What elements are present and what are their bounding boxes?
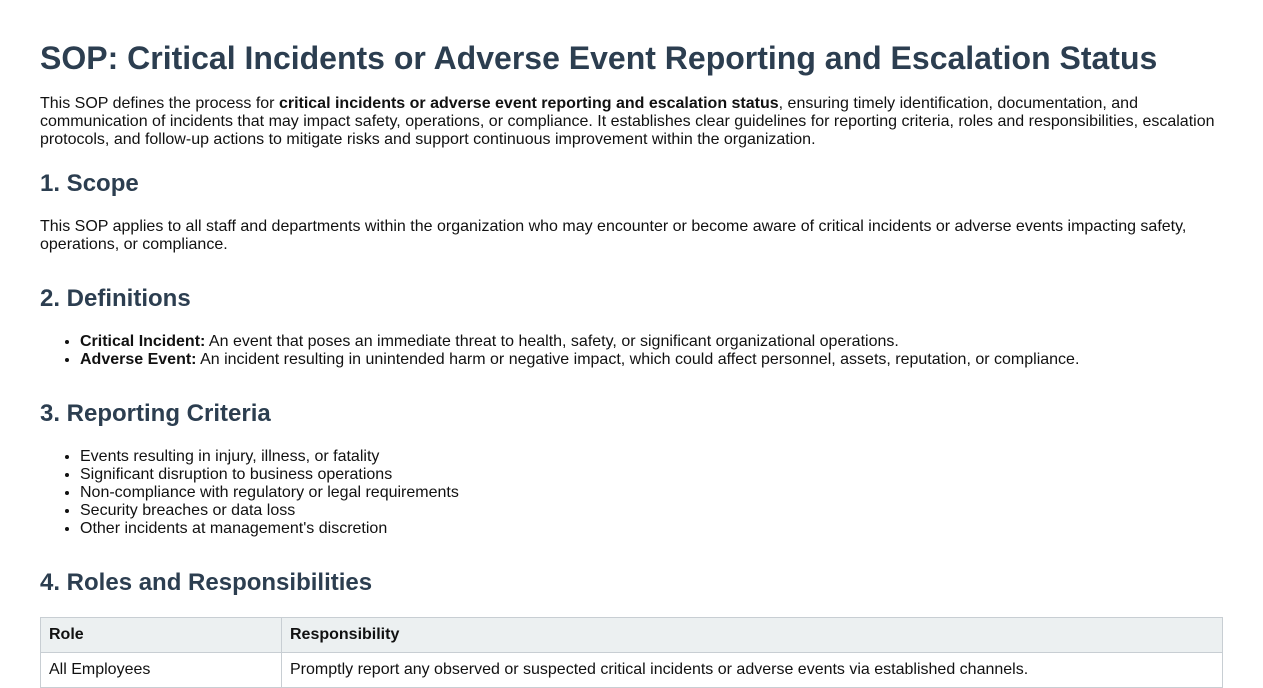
intro-text-before: This SOP defines the process for bbox=[40, 95, 279, 112]
table-header-row bbox=[41, 618, 1223, 653]
roles-table bbox=[40, 617, 1223, 688]
criteria-heading: 3. Reporting Criteria bbox=[40, 400, 271, 427]
responsibility-cell: Promptly report any observed or suspected critical incidents or adverse events via established channels. bbox=[282, 653, 1223, 688]
criteria-item: • Significant disruption to business operations bbox=[80, 466, 1223, 484]
definition-term: Adverse Event: bbox=[80, 351, 197, 368]
definition-term: Critical Incident: bbox=[80, 333, 206, 350]
column-header-role: Role bbox=[41, 618, 282, 653]
criteria-item: • Security breaches or data loss bbox=[80, 502, 1223, 520]
definitions-heading: 2. Definitions bbox=[40, 285, 191, 312]
criteria-item: • Other incidents at management's discretion bbox=[80, 520, 1223, 538]
intro-text-after: , ensuring timely identification, documentation, and communication of incidents that may impact safety, operations, or compliance. It establishes clear guidelines for reporting criteria, roles and responsibilities, escalation protocols, and follow-up actions to mitigate risks and support continuous improvement within the organization. bbox=[40, 95, 1215, 148]
role-cell: All Employees bbox=[41, 653, 282, 688]
intro-text-bold: critical incidents or adverse event reporting and escalation status bbox=[278, 95, 779, 112]
criteria-list bbox=[40, 448, 1223, 538]
definitions-list bbox=[40, 333, 1223, 369]
intro-paragraph bbox=[40, 95, 1223, 149]
roles-heading: 4. Roles and Responsibilities bbox=[40, 569, 373, 596]
criteria-item: • Events resulting in injury, illness, or fatality bbox=[80, 448, 1223, 466]
column-header-responsibility: Responsibility bbox=[282, 618, 1223, 653]
scope-text: This SOP applies to all staff and departments within the organization who may encounter or become aware of critical incidents or adverse events impacting safety, operations, or compliance. bbox=[40, 218, 1187, 253]
scope-heading: 1. Scope bbox=[40, 170, 139, 197]
definition-item bbox=[80, 333, 1223, 351]
page-title: SOP: Critical Incidents or Adverse Event Reporting and Escalation Status bbox=[40, 40, 1158, 76]
definition-item bbox=[80, 351, 1223, 369]
definition-text: An event that poses an immediate threat to health, safety, or significant organizational operations. bbox=[205, 333, 899, 350]
definition-text: An incident resulting in unintended harm or negative impact, which could affect personnel, assets, reputation, or compliance. bbox=[196, 351, 1080, 368]
criteria-item: • Non-compliance with regulatory or legal requirements bbox=[80, 484, 1223, 502]
table-row bbox=[41, 653, 1223, 688]
